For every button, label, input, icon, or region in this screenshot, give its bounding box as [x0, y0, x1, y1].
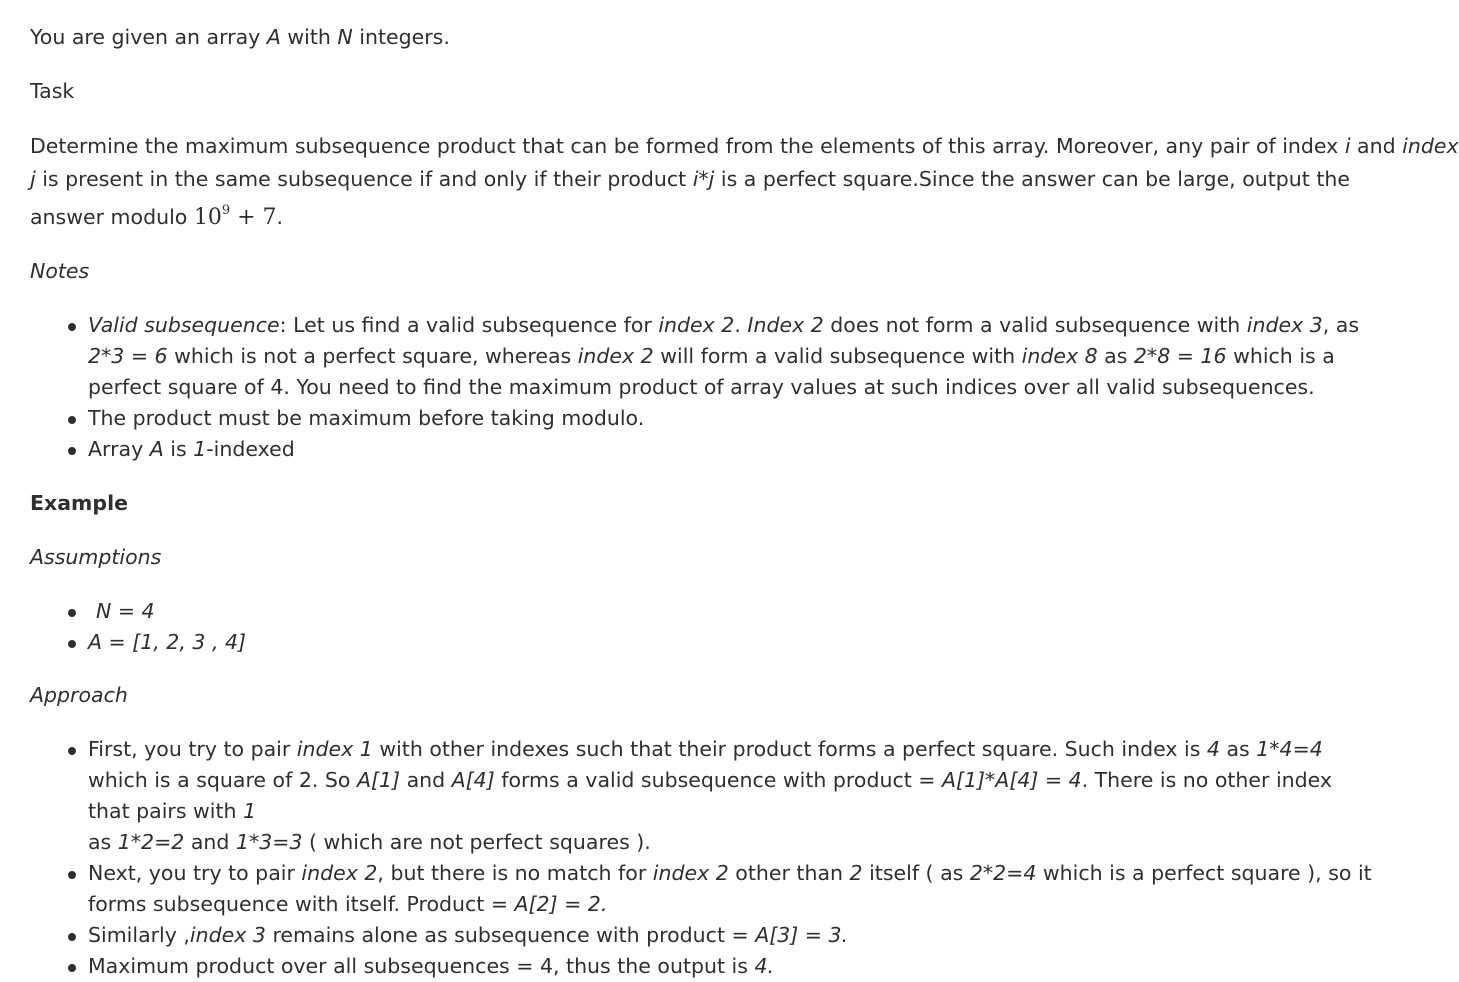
approach-emph: 1*3=3	[235, 829, 303, 854]
note-emph: A	[149, 436, 164, 461]
list-item	[88, 596, 1450, 627]
approach-text: Similarly ,	[88, 922, 190, 947]
list-item	[88, 920, 1378, 951]
task-heading: Task	[30, 79, 75, 103]
task-text: is a perfect square.Since the answer can be large, output the answer modulo	[30, 166, 1350, 229]
note-emph: index 2	[658, 312, 735, 337]
index-word: index	[1402, 134, 1459, 158]
list-item	[88, 951, 1378, 982]
task-text: .	[276, 205, 284, 229]
note-text: : Let us find a valid subsequence for	[279, 312, 659, 337]
approach-emph: 1*4=4	[1256, 736, 1323, 761]
approach-text: other than	[728, 860, 850, 885]
approach-text: forms a valid subsequence with product =	[494, 767, 942, 792]
problem-statement	[30, 22, 1459, 982]
note-text: as	[1097, 343, 1134, 368]
modulo-expression	[194, 205, 277, 230]
approach-text: . There is no other index that pairs with	[88, 767, 1333, 823]
approach-emph: index 3	[189, 922, 266, 947]
approach-text: and	[400, 767, 452, 792]
approach-emph: 4.	[754, 953, 774, 978]
approach-emph: index 1	[296, 736, 373, 761]
intro-text: with	[280, 25, 338, 49]
note-emph: index 2	[577, 343, 654, 368]
approach-text: and	[184, 829, 236, 854]
approach-text: which is a perfect square ), so it forms subsequence with itself. Product =	[88, 860, 1372, 916]
approach-text: with other indexes such that their product forms a perfect square. Such index is	[372, 736, 1207, 761]
approach-text: as	[1219, 736, 1257, 761]
n-var: N	[337, 25, 353, 49]
approach-emph: A[3] = 3.	[755, 922, 849, 947]
approach-text: as	[88, 829, 118, 854]
note-emph: 2*3 = 6	[88, 343, 168, 368]
approach-emph: A[1]	[356, 767, 401, 792]
note-emph: 2*8 = 16	[1133, 343, 1227, 368]
mod-exponent: 9	[221, 203, 231, 218]
approach-emph: 4	[1206, 736, 1220, 761]
approach-emph: 1*2=2	[117, 829, 185, 854]
task-paragraph	[30, 130, 1459, 235]
note-text: which is a perfect square of 4. You need to find the maximum product of array values at such indices over all valid subsequences.	[88, 343, 1335, 399]
approach-emph: index 2	[301, 860, 378, 885]
assumptions-heading: Assumptions	[30, 544, 162, 569]
approach-list	[30, 734, 1450, 982]
mod-base: 10	[193, 205, 222, 230]
note-text: .	[734, 312, 748, 337]
approach-emph: 2	[849, 860, 863, 885]
approach-text: which is a square of 2. So	[88, 767, 357, 792]
list-item	[88, 734, 1378, 858]
note-emph: Index 2	[747, 312, 824, 337]
array-var: A	[266, 25, 281, 49]
task-text: Determine the maximum subsequence product that can be formed from the elements of this array. Moreover, any pair of index	[30, 134, 1345, 158]
note-text: which is not a perfect square, whereas	[167, 343, 578, 368]
list-item	[88, 434, 1388, 465]
mod-rest: + 7	[230, 205, 277, 230]
notes-list	[30, 310, 1450, 465]
note-text: -indexed	[206, 436, 295, 461]
approach-emph: index 2	[652, 860, 729, 885]
note-text: does not form a valid subsequence with	[823, 312, 1247, 337]
approach-text: Maximum product over all subsequences = 4, thus the output is	[88, 953, 755, 978]
approach-emph: A[1]*A[4] = 4	[941, 767, 1082, 792]
assumption-n: N = 4	[96, 598, 155, 623]
example-heading: Example	[30, 490, 129, 515]
intro-text: integers.	[352, 25, 450, 49]
intro-paragraph	[30, 22, 1450, 53]
note-text: will form a valid subsequence with	[653, 343, 1022, 368]
ij-expr: i*j	[692, 166, 715, 191]
approach-text: First, you try to pair	[88, 736, 297, 761]
list-item	[88, 627, 1450, 658]
approach-text: Next, you try to pair	[88, 860, 302, 885]
approach-heading: Approach	[30, 682, 128, 707]
notes-heading: Notes	[30, 258, 90, 283]
list-item	[88, 310, 1388, 403]
task-first-line	[30, 134, 1459, 158]
assumptions-list	[30, 596, 1450, 658]
note-emph: index 3	[1246, 312, 1323, 337]
approach-emph: 1	[243, 798, 257, 823]
approach-text: , but there is no match for	[377, 860, 653, 885]
i-var: i	[1344, 134, 1351, 158]
note-text: Array	[88, 436, 150, 461]
list-item	[88, 858, 1378, 920]
note-text: is	[163, 436, 194, 461]
list-item: The product must be maximum before taking modulo.	[88, 403, 1388, 434]
approach-text: itself ( as	[862, 860, 970, 885]
approach-text: ( which are not perfect squares ).	[302, 829, 651, 854]
j-var: j	[30, 166, 36, 191]
approach-emph: A[4]	[451, 767, 495, 792]
valid-subsequence-term: Valid subsequence	[88, 312, 280, 337]
note-emph: 1	[193, 436, 207, 461]
approach-text: remains alone as subsequence with product =	[265, 922, 756, 947]
approach-emph: 2*2=4	[969, 860, 1037, 885]
intro-text: You are given an array	[30, 25, 267, 49]
assumption-a: A = [1, 2, 3 , 4]	[88, 629, 247, 654]
note-emph: index 8	[1021, 343, 1098, 368]
task-text: is present in the same subsequence if and only if their product	[35, 166, 693, 191]
note-text: , as	[1322, 312, 1360, 337]
approach-emph: A[2] = 2.	[514, 891, 608, 916]
task-text: and	[1350, 134, 1403, 158]
